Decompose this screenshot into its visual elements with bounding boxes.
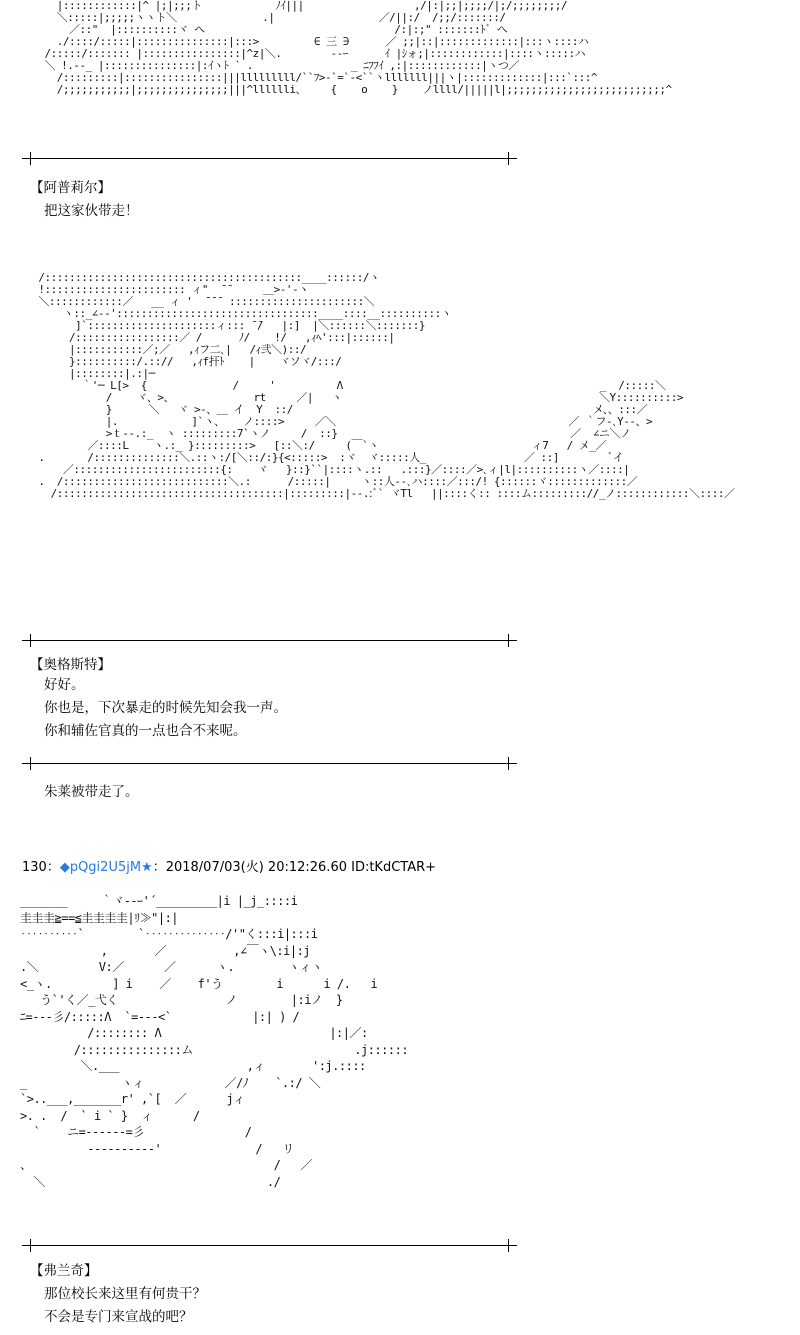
ascii-art-middle: /::::::::::::::::::::::::::::::::::::::::::____::::::/ヽ !::::::::::::::::::::::: ィ" ̄ ̄ ＿>-'-ヽ ＼::::::::::::／ __ ィ ' ̄ ̄ ̄ ::::::::::::::::::::::＼ ヽ::_∠-‐':::::::::::::::::::::::::::::::::____::::__::::::::::ヽ ]`:::::::::::::::::::::ィ::: ̄ ̄/ |:] |＼::::::＼:::::::} /:::::::::::::::::／ / ﾉ/ !/ ,ｨﾍ':::|::::::| |:::::::::::／;／ ,ｨフ二､| /ｨ弐＼)::/ }::::::::::/.::// ,ｨf扞ﾄ | ヾソヾ/:::/ |::::::::|.:|─ ｀'─ L[> { / ' Λ _ /:::::＼ / ヾ、>、 rt ／| ヽ ＼Y::::::::::> } ＼ ヾ >-、＿ イ Y ::/ メ、、:::／ |. ]`ヽ、 ノ::::> ／＼ ／ ｀フ‐､Y‐-、> >ｔ‐-.:_ ヽ :::::::::7`ヽノ / ::} ／ ∠ニ＼ノ ／::::L ヽ.:_ }:::::::::> [::＼:/ (￣`ヽ ィ7 / メ_／ . /::::::::::::::＼.::ヽ:/[＼::/:}{<:::::> :ヾ ヾ:::::人_ ／ ::] ﾞイ ／::::::::::::::::::::::::{: ヾ }::}``|::::ヽ.:: .:::}／::::／>､ィ|l|::::::::::ヽ／::::| . /:::::::::::::::::::::::::::＼.: /:::::| ヽ::人--､ハ::::／:::/! {::::::ヾ:::::::::::::／ /:::::::::::::::::::::::::::::::::::::|:::::::::|--.:ﾞ` ヾTl ||::::く:: ::::ム::::::::://_ノ::::::::::::＼::::／ <box>20 271 735 500</box>
post-number: 130： <box>22 860 60 875</box>
ascii-art-bottom: _______ ｀ヾ‐‐ｰ'´_________|i |_j_::::i 圭圭圭≧==≦圭圭圭圭|ﾘ≫"|:| ‥‥‥‥‥` `‥‥‥‥‥‥‥/'"く:::i|:::i , ／ ,∠￣ヽ\:i|:j .＼ V:／ ／ ヽ. ヽィヽ <_ヽ. ] i ／ f'う i i /. i う`'く／_弋く ノ |:iノ } ﾆ=-‐‐彡/:::::Λ `=‐‐‐<` |:| ) / /:::::::: Λ |:|／: /:::::::::::::::ム .j:::::: ＼.___ ,ィ ':j.:::: _ ヽィ ／/ﾉ `.:/ ＼ `>..___,_______r' ,`[ ／ jィ >. . / ` i ` } ィ / ` ニ=‐‐‐‐‐‐=彡 / ‐‐‐‐‐‐‐‐‐‐' / リ 、 / ／ ＼ ./ <box>20 894 409 1189</box>
dialogue-line: 你和辅佐官真的一点也合不来呢。 <box>44 723 247 739</box>
divider-2 <box>22 640 517 641</box>
speaker-frankie: 【弗兰奇】 <box>30 1263 98 1279</box>
divider-4 <box>22 1245 517 1246</box>
poster-name-link[interactable]: ◆pQgi2U5jM★ <box>59 860 153 875</box>
divider-3 <box>22 763 517 764</box>
divider-1 <box>22 158 517 159</box>
dialogue-line: 好好。 <box>44 677 85 693</box>
speaker-august: 【奥格斯特】 <box>30 657 111 673</box>
ascii-art-top: |::::::::::::|^ |;|;;;ト ﾉｲ||| ,/|:|;;|;;;;/|;/;;;;;;;;/ ＼:::::|;;;;;ヽヽト＼ .| ／/||:/ /;;/:::::::/ ／::" |::::::::::ヾ ヘ /:|:;" :::::::ﾄﾞ ヘ ./::::/:::::|:::::::::::::::|:::> ∈ 三 ∋ ／ ;;|::|:::::::::::::|:::ヽ::::ハ /:::::/::::::: |::::::::::::::::|^z|＼. ‐‐ｰ ｲ |ｼォ;|::::::::::::|::::ヽ:::::ハ ＼ !.‐-_ |:::::::::::::::|:ｲヽﾄ ` . _ ﾆﾌﾌｲ ,:|::::::::::::|ヽつ／ /:::::::::|::::::::::::::::|||lllllllll/``ﾌ>-`=`-<``ヽlllllll|||ヽ|:::::::::::::|:::`:::^ /;;;;;;;;;;;|;;;;;;;;;;;;;;;|||^lllllli、 { o } ノllll/|||||l|;;;;;;;;;;;;;;;;;;;;;;;;;;^ <box>20 0 672 96</box>
dialogue-line: 你也是，下次暴走的时候先知会我一声。 <box>44 700 287 716</box>
post-date-id: ：2018/07/03(火) 20:12:26.60 ID:tKdCTAR+ <box>152 860 437 875</box>
speaker-april: 【阿普莉尔】 <box>30 180 111 196</box>
dialogue-line: 把这家伙带走！ <box>44 203 139 219</box>
dialogue-line: 那位校长来这里有何贵干？ <box>44 1286 206 1302</box>
dialogue-line: 不会是专门来宣战的吧？ <box>44 1309 193 1325</box>
narration-line: 朱莱被带走了。 <box>44 784 139 800</box>
post-header <box>22 856 436 875</box>
